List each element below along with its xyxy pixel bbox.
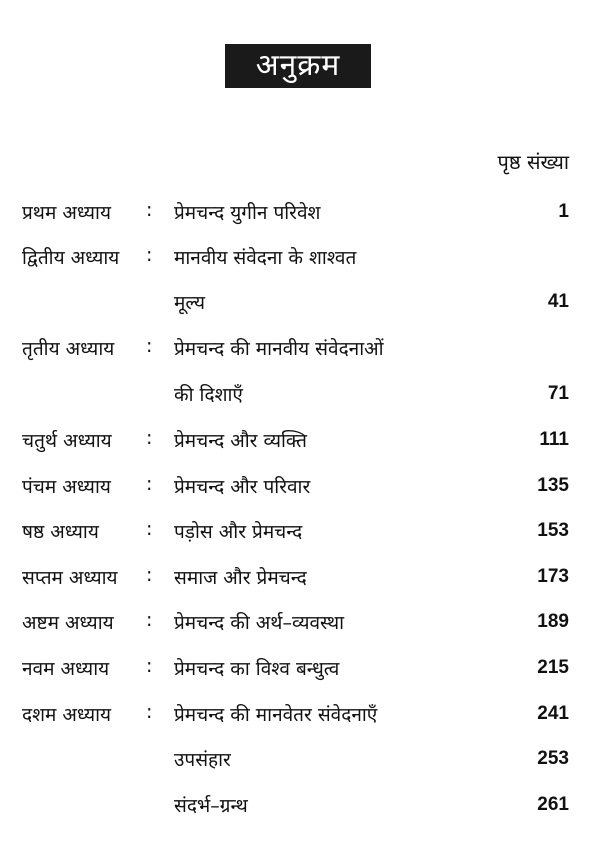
page-number: 1 <box>558 201 569 222</box>
chapter-topic: प्रेमचन्द और परिवार <box>174 476 311 498</box>
toc-entry <box>0 564 600 594</box>
chapter-topic: उपसंहार <box>174 749 231 771</box>
toc-entry <box>0 199 600 229</box>
separator-colon: : <box>146 199 153 221</box>
separator-colon: : <box>146 244 153 266</box>
toc-entry <box>0 244 600 274</box>
toc-entry <box>0 427 600 457</box>
toc-entry <box>0 518 600 548</box>
chapter-label: षष्ठ अध्याय <box>22 521 99 543</box>
chapter-topic: समाज और प्रेमचन्द <box>174 567 307 589</box>
chapter-topic: प्रेमचन्द की मानवेतर संवेदनाएँ <box>174 704 378 726</box>
toc-entry <box>0 701 600 731</box>
chapter-topic: प्रेमचन्द युगीन परिवेश <box>174 202 321 224</box>
page-number: 215 <box>537 657 569 678</box>
chapter-label: दशम अध्याय <box>22 704 112 726</box>
chapter-topic: मानवीय संवेदना के शाश्वत <box>174 247 357 269</box>
separator-colon: : <box>146 655 153 677</box>
toc-entry-continuation <box>0 289 600 319</box>
chapter-topic-continuation: मूल्य <box>174 292 206 314</box>
separator-colon: : <box>146 564 153 586</box>
page-number: 173 <box>537 566 569 587</box>
toc-entry <box>0 655 600 685</box>
chapter-label: प्रथम अध्याय <box>22 202 111 224</box>
toc-entry <box>0 746 600 776</box>
chapter-label: सप्तम अध्याय <box>22 567 118 589</box>
toc-entry <box>0 609 600 639</box>
toc-entry-continuation <box>0 381 600 411</box>
chapter-topic-continuation: की दिशाएँ <box>174 384 243 406</box>
chapter-label: नवम अध्याय <box>22 658 110 680</box>
page-number: 111 <box>539 429 569 450</box>
chapter-topic: संदर्भ–ग्रन्थ <box>174 795 248 817</box>
separator-colon: : <box>146 473 153 495</box>
separator-colon: : <box>146 427 153 449</box>
toc-entry <box>0 473 600 503</box>
page-number: 261 <box>537 794 569 815</box>
chapter-label: तृतीय अध्याय <box>22 338 115 360</box>
page-number: 71 <box>547 383 569 404</box>
page-number: 253 <box>537 748 569 769</box>
chapter-topic: प्रेमचन्द की अर्थ–व्यवस्था <box>174 612 345 634</box>
chapter-topic: पड़ोस और प्रेमचन्द <box>174 521 303 543</box>
separator-colon: : <box>146 518 153 540</box>
chapter-topic: प्रेमचन्द की मानवीय संवेदनाओं <box>174 338 384 360</box>
page-number: 153 <box>537 520 569 541</box>
chapter-topic: प्रेमचन्द का विश्व बन्धुत्व <box>174 658 340 680</box>
toc-entry <box>0 792 600 822</box>
title-box <box>225 44 371 88</box>
page-number: 241 <box>537 703 569 724</box>
separator-colon: : <box>146 609 153 631</box>
page-number-header: पृष्ठ संख्या <box>497 150 569 174</box>
page-number: 189 <box>537 611 569 632</box>
chapter-label: चतुर्थ अध्याय <box>22 430 112 452</box>
page-title: अनुक्रम <box>255 48 341 83</box>
page-number: 135 <box>537 475 569 496</box>
chapter-label: अष्टम अध्याय <box>22 612 114 634</box>
chapter-label: द्वितीय अध्याय <box>22 247 120 269</box>
chapter-label: पंचम अध्याय <box>22 476 111 498</box>
separator-colon: : <box>146 335 153 357</box>
chapter-topic: प्रेमचन्द और व्यक्ति <box>174 430 307 452</box>
separator-colon: : <box>146 701 153 723</box>
toc-entry <box>0 335 600 365</box>
page-number: 41 <box>547 291 569 312</box>
